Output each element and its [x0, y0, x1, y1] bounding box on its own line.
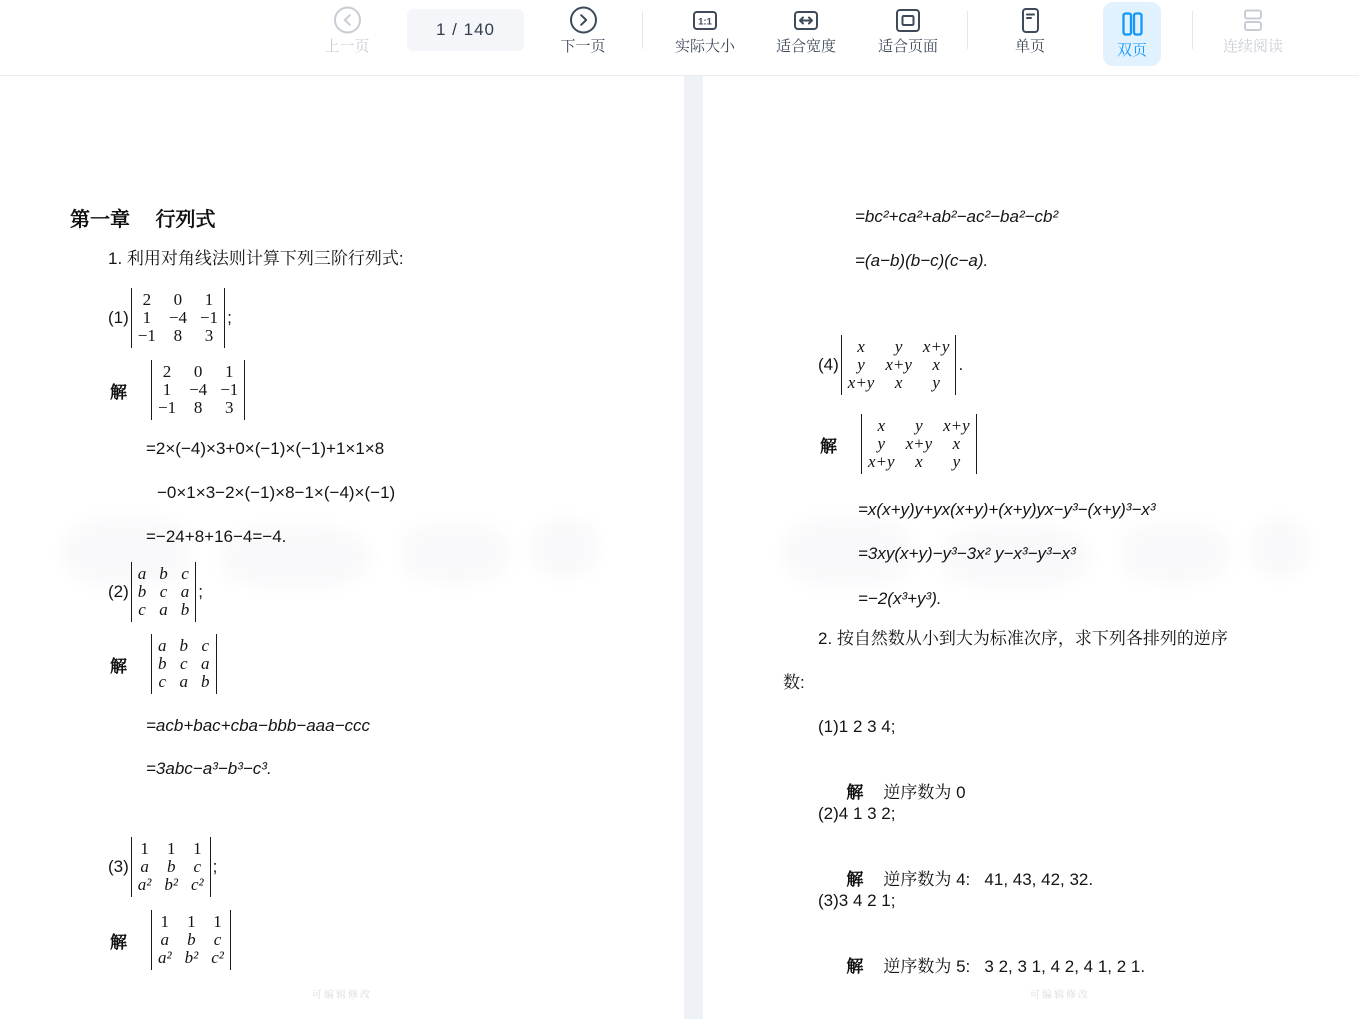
solution-label: 解	[820, 436, 837, 456]
problem1-item1: (1) 2 0 1 1 −4 −1 −1 8 3 ;	[108, 288, 232, 348]
solution-label: 解	[110, 656, 127, 676]
page-gap-divider	[684, 76, 703, 1019]
page-number-input[interactable]	[407, 9, 524, 51]
solution-3	[110, 910, 231, 970]
double-page-icon	[1117, 9, 1147, 39]
permutation-question: (3)3 4 2 1;	[818, 891, 896, 910]
problem2-intro-line2: 数:	[783, 673, 805, 692]
double-page-button[interactable]	[1103, 2, 1161, 66]
fit-page-label: 适合页面	[877, 38, 939, 55]
watermark-blob	[530, 518, 600, 578]
next-page-label: 下一页	[560, 38, 606, 55]
actual-size-icon	[690, 5, 720, 35]
determinant-1: 2 0 1 1 −4 −1 −1 8 3	[131, 288, 225, 348]
single-page-button[interactable]	[1015, 5, 1045, 56]
actual-size-label: 实际大小	[674, 38, 736, 55]
prev-page-label: 上一页	[324, 38, 370, 55]
formula-line: =3abc−a³−b³−c³.	[146, 759, 272, 778]
chevron-left-circle-icon	[332, 5, 362, 35]
determinant-2: a b c b c a c a b	[131, 562, 197, 622]
actual-size-button[interactable]	[675, 5, 735, 56]
fit-page-button[interactable]	[878, 5, 938, 56]
determinant-3-solution: 1 1 1 a b c a² b² c²	[151, 910, 231, 970]
permutation-answer	[818, 934, 1145, 1000]
solution-label: 解	[846, 957, 864, 976]
permutation-question: (1)1 2 3 4;	[818, 717, 896, 736]
solution-1	[110, 360, 245, 420]
determinant-4: x y x+y y x+y x x+y x y	[841, 335, 957, 395]
continuous-reading-label: 连续阅读	[1222, 38, 1284, 55]
single-page-label: 单页	[1014, 38, 1046, 55]
continuous-reading-button[interactable]	[1223, 5, 1283, 56]
answer-text: 逆序数为 0	[883, 783, 966, 802]
formula-line: =acb+bac+cba−bbb−aaa−ccc	[146, 716, 371, 735]
toolbar	[0, 0, 1359, 76]
document-area[interactable]	[0, 76, 1359, 1019]
solution-label: 解	[846, 783, 864, 802]
single-page-icon	[1015, 5, 1045, 35]
svg-text:1:1: 1:1	[698, 16, 712, 28]
fit-width-icon	[791, 5, 821, 35]
solution-label: 解	[110, 932, 127, 952]
chapter-title: 第一章 行列式	[70, 209, 216, 231]
determinant-1-solution: 2 0 1 1 −4 −1 −1 8 3	[151, 360, 245, 420]
formula-line: =bc²+ca²+ab²−ac²−ba²−cb²	[855, 207, 1059, 226]
item-tag: (2)	[108, 582, 129, 601]
determinant-3: 1 1 1 a b c a² b² c²	[131, 837, 211, 897]
problem1-item3: (3) 1 1 1 a b c a² b² c² ;	[108, 837, 217, 897]
item-tag: (4)	[818, 355, 839, 374]
formula-line: =2×(−4)×3+0×(−1)×(−1)+1×1×8	[146, 439, 385, 458]
watermark-footer-note: 可编辑修改	[1030, 990, 1090, 1001]
formula-line: =−24+8+16−4=−4.	[146, 527, 287, 546]
page-number-value: 1 / 140	[436, 20, 495, 39]
solution-label: 解	[846, 870, 864, 889]
watermark-blob	[1250, 518, 1310, 578]
chevron-right-circle-icon	[568, 5, 598, 35]
solution-4	[820, 414, 977, 474]
formula-line: −0×1×3−2×(−1)×8−1×(−4)×(−1)	[157, 483, 396, 502]
answer-text: 逆序数为 5: 3 2, 3 1, 4 2, 4 1, 2 1.	[883, 957, 1146, 976]
item-tag: (1)	[108, 308, 129, 327]
watermark-blob	[1120, 521, 1230, 585]
problem2-intro-line1: 2. 按自然数从小到大为标准次序，求下列各排列的逆序	[818, 629, 1228, 648]
formula-line: =(a−b)(b−c)(c−a).	[855, 251, 989, 270]
problem1-item4: (4) x y x+y y x+y x x+y x y .	[818, 335, 963, 395]
fit-width-label: 适合宽度	[775, 38, 837, 55]
item-tag: (3)	[108, 857, 129, 876]
answer-text: 逆序数为 4: 41, 43, 42, 32.	[883, 870, 1094, 889]
solution-2	[110, 634, 217, 694]
toolbar-divider	[967, 11, 968, 49]
toolbar-divider	[642, 11, 643, 49]
problem1-intro: 1. 利用对角线法则计算下列三阶行列式:	[108, 249, 404, 268]
double-page-label: 双页	[1116, 42, 1148, 59]
determinant-2-solution: a b c b c a c a b	[151, 634, 217, 694]
problem1-item2: (2) a b c b c a c a b ;	[108, 562, 203, 622]
fit-page-icon	[893, 5, 923, 35]
toolbar-divider	[1192, 11, 1193, 49]
permutation-question: (2)4 1 3 2;	[818, 804, 896, 823]
watermark-blob	[400, 521, 510, 585]
formula-line: =x(x+y)y+yx(x+y)+(x+y)yx−y³−(x+y)³−x³	[858, 500, 1156, 519]
continuous-reading-icon	[1238, 5, 1268, 35]
solution-label: 解	[110, 382, 127, 402]
formula-line: =−2(x³+y³).	[858, 589, 942, 608]
watermark-footer-note: 可编辑修改	[312, 990, 372, 1001]
determinant-4-solution: x y x+y y x+y x x+y x y	[861, 414, 977, 474]
next-page-button[interactable]	[560, 5, 605, 56]
fit-width-button[interactable]	[776, 5, 836, 56]
prev-page-button[interactable]	[324, 5, 369, 56]
formula-line: =3xy(x+y)−y³−3x² y−x³−y³−x³	[858, 544, 1076, 563]
